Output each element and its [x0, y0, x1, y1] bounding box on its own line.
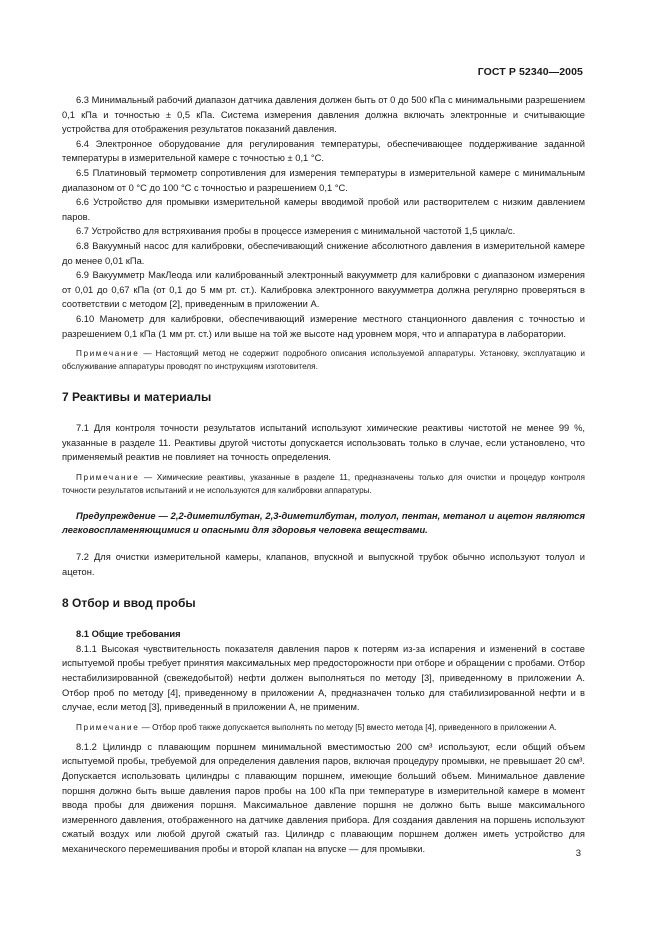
- section-8-heading: 8 Отбор и ввод пробы: [62, 596, 196, 611]
- note-label: Примечание: [76, 349, 140, 359]
- note-label: Примечание: [76, 722, 140, 732]
- paragraph-6-7: 6.7 Устройство для встряхивания пробы в процессе измерения с минимальной частотой 1,5 цикла/с.: [76, 226, 516, 237]
- paragraph-6-5: 6.5 Платиновый термометр сопротивления для измерения температуры в измерительной камере с минимальным диапазоном от 0 °С до 100 °С с точностью и разрешением 0,1 °С.: [62, 167, 585, 193]
- paragraph-7-1: 7.1 Для контроля точности результатов испытаний используют химические реактивы чистотой не менее 99 %, указанные в разделе 11. Реактивы другой чистоты допускается использовать только в случае, если установлено, что применяемый реактив не повлияет на точность определения.: [62, 423, 585, 463]
- paragraph-6-4: 6.4 Электронное оборудование для регулирования температуры, обеспечивающее поддерживание заданной температуры в измерительной камере с точностью ± 0,1 °С.: [62, 138, 585, 164]
- note-apparatus: [62, 347, 585, 373]
- document-body: [62, 93, 585, 857]
- page-number: 3: [575, 848, 581, 859]
- subsection-8-1-heading: 8.1 Общие требования: [76, 629, 181, 640]
- paragraph-8-1-1: 8.1.1 Высокая чувствительность показателя давления паров к потерям из-за испарения и изменений в составе испытуемой пробы требует принятия максимальных мер предосторожности при отборе и обращении с пробами. Отбор нестабилизированной (свежедобытой) нефти должен выполняться по методу [3], приведенному в приложении А. Отбор проб по методу [4], приведенному в приложении А, предназначен только для стабилизированной нефти и в случае, если метод [3], приведенный в приложении А, не применим.: [62, 643, 585, 713]
- section-7-heading: 7 Реактивы и материалы: [62, 390, 212, 405]
- note-text: — Химические реактивы, указанные в разделе 11, предназначены только для очистки и процедур контроля точности результатов испытаний и не используются для калибровки аппаратуры.: [62, 472, 585, 495]
- paragraph-6-6: 6.6 Устройство для промывки измерительной камеры вводимой пробой или растворителем с низким давлением паров.: [62, 197, 585, 222]
- warning-text: Предупреждение — 2,2-диметилбутан, 2,3-диметилбутан, толуол, пентан, метанол и ацетон являются легковоспламеняющимися и опасными для здоровья человека веществами.: [62, 510, 585, 536]
- note-text: — Отбор проб также допускается выполнять по методу [5] вместо метода [4], приведенного в приложении А.: [139, 722, 557, 732]
- paragraph-6-8: 6.8 Вакуумный насос для калибровки, обеспечивающий снижение абсолютного давления в измерительной камере до менее 0,01 кПа.: [62, 240, 585, 266]
- note-text: — Настоящий метод не содержит подробного описания используемой аппаратуры. Установку, эксплуатацию и обслуживание аппаратуры проводят по инструкциям изготовителя.: [62, 349, 585, 372]
- document-id-header: ГОСТ Р 52340—2005: [477, 66, 583, 78]
- note-label: Примечание: [76, 472, 140, 482]
- paragraph-6-9: 6.9 Вакуумметр МакЛеода или калиброванный электронный вакуумметр для калибровки с диапазоном измерения от 0,01 до 0,67 кПа (от 0,1 до 5 мм рт. ст.). Калибровка электронного вакуумметра должна регулярно проверяться в соответствии с методом [2], приведенным в приложении А.: [62, 270, 585, 310]
- paragraph-6-10: 6.10 Манометр для калибровки, обеспечивающий измерение местного станционного давления с точностью и разрешением 0,1 кПа (1 мм рт. ст.) или выше на той же высоте над уровнем моря, что и аппаратура в лаборатории.: [62, 313, 585, 339]
- paragraph-7-2: 7.2 Для очистки измерительной камеры, клапанов, впускной и выпускной трубок обычно используют толуол и ацетон.: [62, 552, 585, 577]
- note-sampling: [62, 721, 585, 734]
- paragraph-8-1-2: 8.1.2 Цилиндр с плавающим поршнем минимальной вместимостью 200 см³ используют, если общий объем испытуемой пробы, требуемой для определения давления паров, включая процедуру промывки, не превышает 20 см³. Допускается использовать цилиндры с плавающим поршнем, имеющие больший объем. Минимальное давление поршня должно быть выше давления паров пробы на 100 кПа при температуре в измерительной камере в момент ввода пробы для движения поршня. Максимальное давление поршня не должно быть выше максимального измеренного давления, отображенного на датчике давления прибора. Для создания давления на поршень используют сжатый воздух или любой другой сжатый газ. Цилиндр с плавающим поршнем должен иметь устройство для механического перемешивания пробы и второй клапан на впуске — для промывки.: [62, 741, 585, 854]
- paragraph-6-3: 6.3 Минимальный рабочий диапазон датчика давления должен быть от 0 до 500 кПа с минимальными разрешением 0,1 кПа и точностью ± 0,5 кПа. Система измерения давления должна включать электронные и считывающие устройства для отображения результатов показаний давления.: [62, 95, 585, 135]
- note-reagents: [62, 471, 585, 497]
